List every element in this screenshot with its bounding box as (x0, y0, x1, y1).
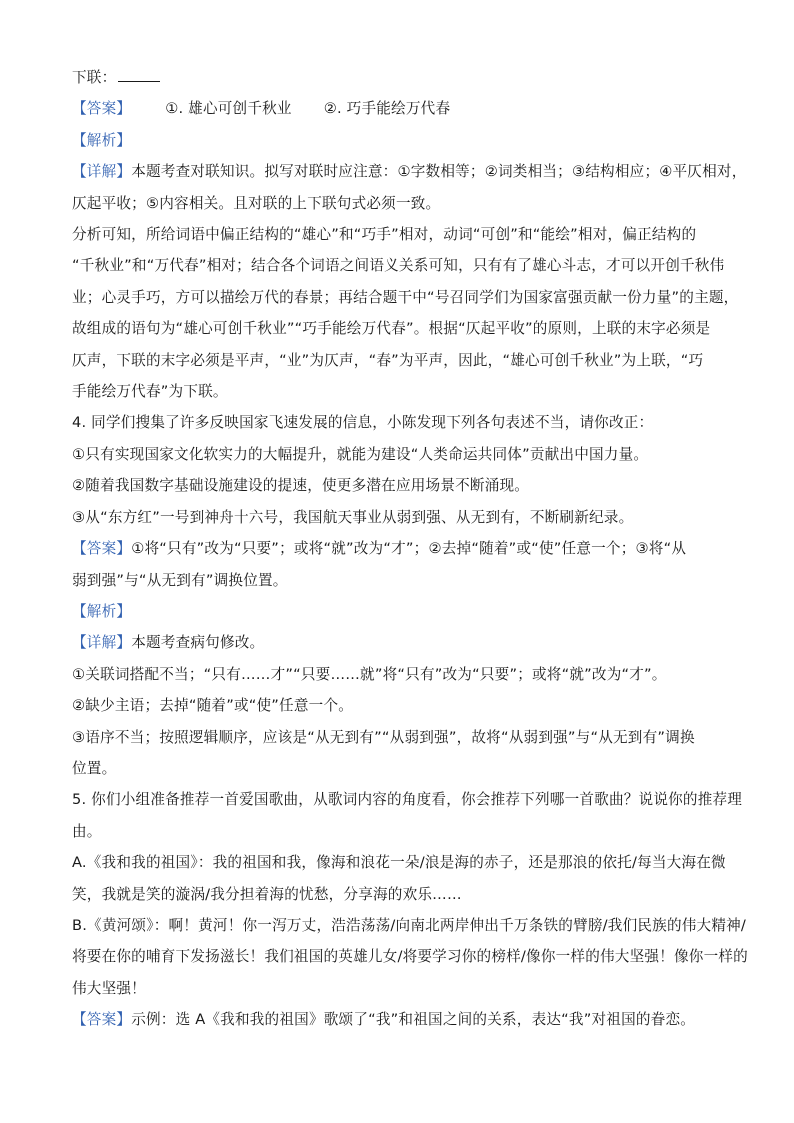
answer-tag: 【答案】 (72, 1011, 132, 1029)
answer-tag: 【答案】 (72, 540, 132, 558)
q3-detail-text: 本题考查对联知识。拟写对联时应注意：①字数相等；②词类相当；③结构相应；④平仄相对， (131, 163, 747, 181)
q3-answer-blank (118, 66, 160, 82)
q5-answer-text: 示例：选 A《我和我的祖国》歌颂了“我”和祖国之间的关系，表达“我”对祖国的眷恋。 (131, 1011, 696, 1029)
analysis-tag: 【解析】 (72, 602, 132, 620)
q5-option-a: 笑，我就是笑的漩涡/我分担着海的忧愁，分享海的欢乐…… (72, 885, 462, 903)
q5-option-a: A.《我和我的祖国》：我的祖国和我，像海和浪花一朵/浪是海的赤子，还是那浪的依托/每当大海在微 (72, 854, 726, 872)
q4-detail-line: ③语序不当；按照逻辑顺序，应该是“从无到有”“从弱到强”，故将“从弱到强”与“从无到有”调换 (72, 728, 695, 746)
q4-answer-line: 弱到强”与“从无到有”调换位置。 (72, 571, 288, 589)
q4-item: ③从“东方红”一号到神舟十六号，我国航天事业从弱到强、从无到有，不断刷新纪录。 (72, 508, 634, 526)
detail-tag: 【详解】 (72, 163, 132, 181)
answer-tag: 【答案】 (72, 100, 132, 118)
q3-answer-2: ②. 巧手能绘万代春 (323, 100, 451, 118)
q5-option-b: 将要在你的哺育下发扬滋长！我们祖国的英雄儿女/将要学习你的榜样/像你一样的伟大坚强！像你一样的 (72, 948, 748, 966)
detail-tag: 【详解】 (72, 634, 132, 652)
q5-option-b: B.《黄河颂》：啊！黄河！你一泻万丈，浩浩荡荡/向南北两岸伸出千万条铁的臂膀/我们民族的伟大精神/ (72, 916, 747, 934)
q4-detail-line: ②缺少主语；去掉“随着”或“使”任意一个。 (72, 697, 354, 715)
q3-detail-line (72, 156, 747, 187)
q4-item: ②随着我国数字基础设施建设的提速，使更多潜在应用场景不断涌现。 (72, 477, 530, 495)
q3-detail-line: 故组成的语句为“雄心可创千秋业”“巧手能绘万代春”。根据“仄起平收”的原则，上联的末字必须是 (72, 320, 711, 338)
q4-answer-text: ①将“只有”改为“只要”；或将“就”改为“才”；②去掉“随着”或“使”任意一个；③将“从 (131, 540, 687, 558)
q3-detail-line: 业；心灵手巧，方可以描绘万代的春景；再结合题干中“号召同学们为国家富强贡献一份力量”的主题， (72, 288, 739, 306)
q3-detail-line: 分析可知，所给词语中偏正结构的“雄心”和“巧手”相对，动词“可创”和“能绘”相对，偏正结构的 (72, 226, 697, 244)
q3-answer-line (72, 93, 732, 124)
q3-lower-couplet-line (72, 62, 732, 93)
q3-answer-1: ①. 雄心可创千秋业 (165, 100, 292, 118)
q5-stem: 由。 (72, 822, 102, 840)
q4-detail-line (72, 627, 732, 658)
q3-detail-line: “千秋业”和“万代春”相对；结合各个词语之间语义关系可知，只有有了雄心斗志，才可以开创千秋伟 (72, 257, 725, 275)
q4-item: ①只有实现国家文化软实力的大幅提升，就能为建设“人类命运共同体”贡献出中国力量。 (72, 445, 649, 463)
q4-stem: 4. 同学们搜集了许多反映国家飞速发展的信息，小陈发现下列各句表述不当，请你改正： (72, 414, 654, 432)
q5-option-b: 伟大坚强！ (72, 979, 146, 997)
q3-lower-label: 下联： (72, 69, 117, 86)
q3-detail-line: 仄起平收；⑤内容相关。且对联的上下联句式必须一致。 (72, 194, 441, 212)
q3-detail-line: 仄声，下联的末字必须是平声，“业”为仄声，“春”为平声，因此，“雄心可创千秋业”为上联，“巧 (72, 351, 704, 369)
q4-detail-text: 本题考查病句修改。 (131, 634, 265, 652)
q3-detail-line: 手能绘万代春”为下联。 (72, 383, 228, 401)
q5-stem: 5. 你们小组准备推荐一首爱国歌曲，从歌词内容的角度看，你会推荐下列哪一首歌曲？说说你的推荐理 (72, 791, 743, 809)
analysis-tag: 【解析】 (72, 131, 132, 149)
q4-detail-line: ①关联词搭配不当；“只有……才”“只要……就”将“只有”改为“只要”；或将“就”改为“才”。 (72, 665, 667, 683)
document-page (72, 62, 748, 1036)
q5-answer-line (72, 1004, 732, 1035)
q4-answer-line (72, 533, 732, 564)
q4-detail-line: 位置。 (72, 759, 117, 777)
